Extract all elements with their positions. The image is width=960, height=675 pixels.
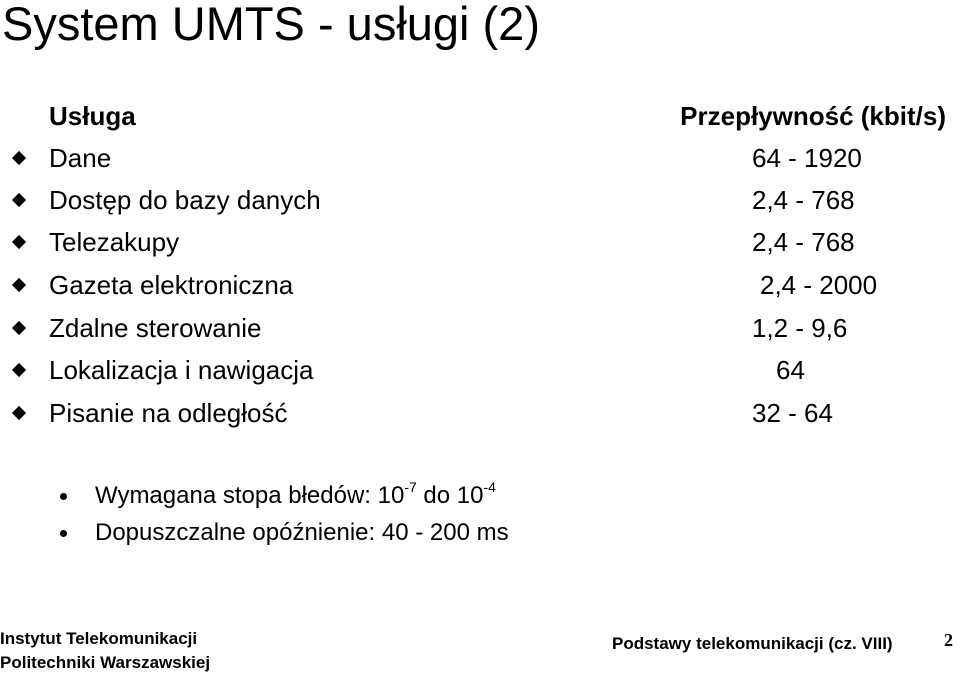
footer-institute-line1: Instytut Telekomunikacji: [0, 629, 198, 648]
list-item: [0, 395, 960, 431]
diamond-bullet-icon: [12, 278, 26, 292]
error-rate-text: Wymagana stopa błedów: $10^{-7}$ do $10^{-4}$: [95, 479, 496, 509]
service-name: Gazeta elektroniczna: [49, 270, 294, 300]
service-name: Dane: [49, 143, 112, 173]
service-rate: 2,4 - 2000: [760, 270, 878, 300]
page-number: 2: [944, 630, 953, 650]
diamond-bullet-icon: [12, 235, 26, 249]
slide-title: System UMTS - usługi (2): [2, 0, 540, 50]
diamond-bullet-icon: [12, 321, 26, 335]
note-delay: [0, 517, 960, 549]
service-rate: 2,4 - 768: [752, 227, 855, 257]
diamond-bullet-icon: [12, 151, 26, 165]
list-item: [0, 267, 960, 303]
diamond-bullet-icon: [12, 193, 26, 207]
footer-course: Podstawy telekomunikacji (cz. VIII): [612, 634, 893, 653]
service-name: Pisanie na odległość: [49, 398, 288, 428]
list-item: [0, 182, 960, 218]
delay-text: Dopuszczalne opóźnienie: 40 - 200 ms: [95, 519, 509, 546]
service-rate: 64: [776, 355, 805, 385]
diamond-bullet-icon: [12, 363, 26, 377]
footer-institute-line2: Politechniki Warszawskiej: [0, 653, 211, 672]
service-name: Telezakupy: [49, 227, 180, 257]
list-item: [0, 352, 960, 388]
list-item: [0, 224, 960, 260]
note-error-rate: [0, 480, 960, 512]
column-header-rate: Przepływność (kbit/s): [680, 101, 946, 131]
service-rate: 1,2 - 9,6: [752, 313, 848, 343]
list-item: [0, 310, 960, 346]
service-name: Dostęp do bazy danych: [49, 185, 321, 215]
diamond-bullet-icon: [12, 406, 26, 420]
dot-bullet-icon: [60, 530, 67, 537]
service-name: Zdalne sterowanie: [49, 313, 262, 343]
column-header-service: Usługa: [49, 101, 136, 131]
service-rate: 32 - 64: [752, 398, 833, 428]
service-rate: 2,4 - 768: [752, 185, 855, 215]
service-name: Lokalizacja i nawigacja: [49, 355, 314, 385]
dot-bullet-icon: [60, 493, 67, 500]
service-rate: 64 - 1920: [752, 143, 862, 173]
list-item: [0, 140, 960, 176]
